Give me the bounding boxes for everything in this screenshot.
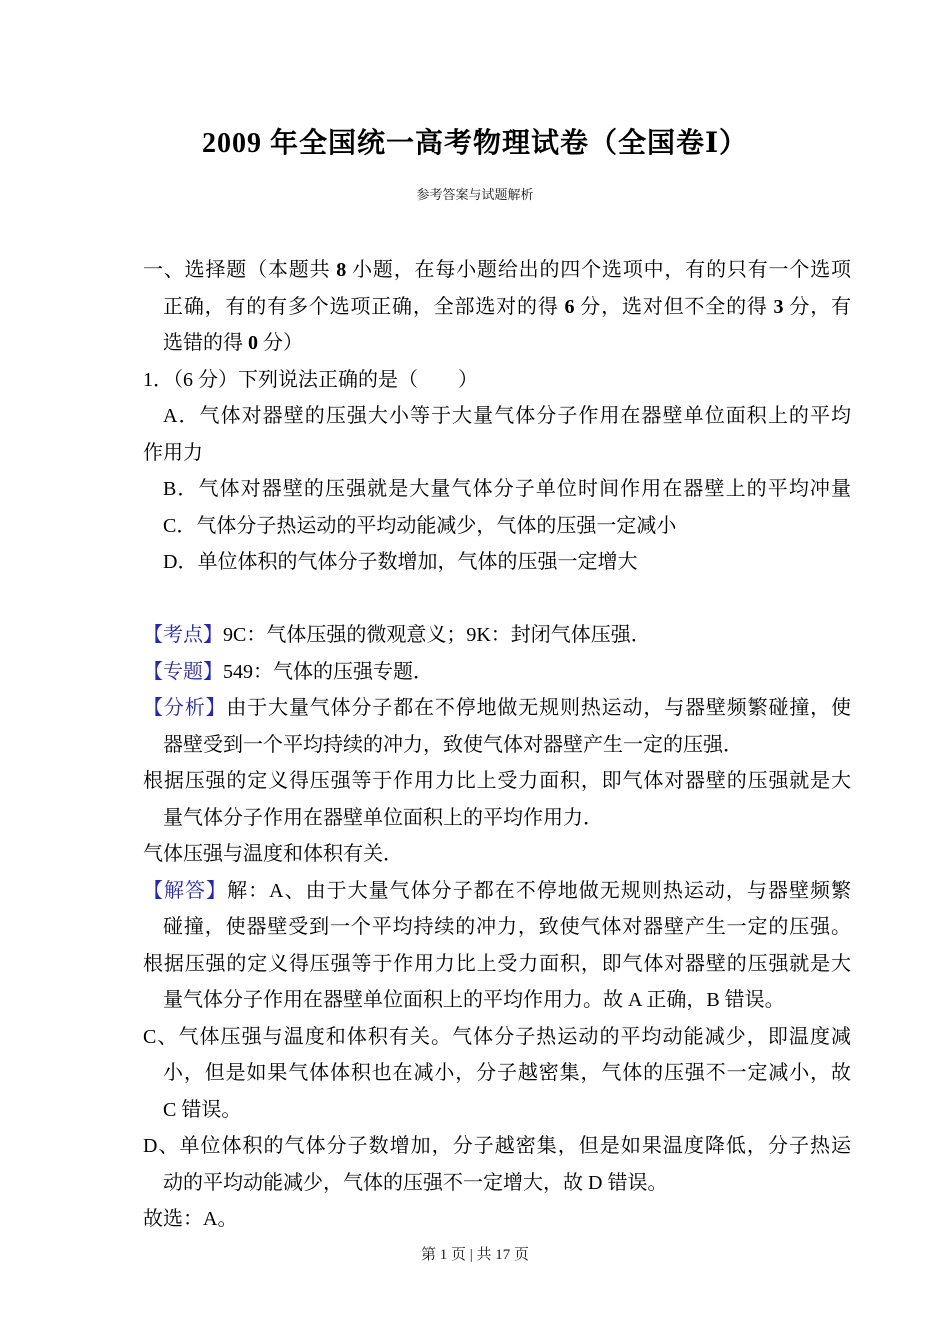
text-line <box>143 1128 851 1165</box>
text-segment: 选错的得 <box>163 332 248 354</box>
text-segment: C、气体压强与温度和体积有关。气体分子热运动的平均动能减少，即温度减 <box>143 1025 851 1048</box>
text-segment: 分，选对但不全的得 <box>574 295 774 318</box>
text-segment: 分，有 <box>783 295 852 318</box>
text-segment: C 错误。 <box>163 1098 242 1121</box>
page-title: 2009 年全国统一高考物理试卷（全国卷Ⅰ） <box>201 128 749 159</box>
text-segment: 故选：A。 <box>143 1208 238 1230</box>
text-segment: 549：气体的压强专题． <box>223 660 433 683</box>
text-line <box>143 1165 851 1202</box>
text-segment: 正确，有的有多个选项正确，全部选对的得 <box>163 295 565 318</box>
text-segment: D．单位体积的气体分子数增加，气体的压强一定增大 <box>163 551 638 573</box>
text-segment: 气体压强与温度和体积有关． <box>143 843 403 865</box>
text-segment: 根据压强的定义得压强等于作用力比上受力面积，即气体对器壁的压强就是大 <box>143 952 851 975</box>
text-line <box>143 800 851 837</box>
text-segment: 小，但是如果气体体积也在减小，分子越密集，气体的压强不一定减小，故 <box>163 1062 851 1084</box>
blank-line <box>143 581 851 618</box>
text-line <box>143 690 851 727</box>
text-segment: 9C：气体压强的微观意义；9K：封闭气体压强． <box>223 624 651 646</box>
text-segment: D、单位体积的气体分子数增加，分子越密集，但是如果温度降低，分子热运 <box>143 1135 851 1157</box>
text-segment: 量气体分子作用在器壁单位面积上的平均作用力． <box>163 806 603 829</box>
text-segment: 根据压强的定义得压强等于作用力比上受力面积，即气体对器壁的压强就是大 <box>143 770 851 792</box>
text-line <box>143 617 851 654</box>
text-segment: 由于大量气体分子都在不停地做无规则热运动，与器壁频繁碰撞，使 <box>226 697 852 719</box>
text-segment: B．气体对器壁的压强就是大量气体分子单位时间作用在器壁上的平均冲量 <box>163 478 851 500</box>
text-line <box>143 398 851 435</box>
page-subtitle: 参考答案与试题解析 <box>416 187 534 202</box>
text-segment: 动的平均动能减少，气体的压强不一定增大，故 D 错误。 <box>163 1171 668 1194</box>
text-line <box>143 982 851 1019</box>
text-segment: 作用力 <box>143 441 203 464</box>
text-line <box>143 1055 851 1092</box>
text-line <box>143 471 851 508</box>
document-body <box>143 252 851 1238</box>
text-segment: A．气体对器壁的压强大小等于大量气体分子作用在器壁单位面积上的平均 <box>163 405 851 427</box>
section-label: 【解答】 <box>143 879 228 902</box>
text-line <box>143 946 851 983</box>
text-segment: 碰撞，使器壁受到一个平均持续的冲力，致使气体对器壁产生一定的压强。 <box>163 916 851 938</box>
text-segment: C．气体分子热运动的平均动能减少，气体的压强一定减小 <box>163 514 677 537</box>
text-segment: 解：A、由于大量气体分子都在不停地做无规则热运动，与器壁频繁 <box>227 879 852 902</box>
text-line <box>143 544 851 581</box>
text-line <box>143 763 851 800</box>
text-line <box>143 1201 851 1238</box>
bold-number: 8 <box>336 259 347 281</box>
text-line <box>143 325 851 362</box>
text-segment: 小题，在每小题给出的四个选项中，有的只有一个选项 <box>346 259 852 281</box>
text-line <box>143 1019 851 1056</box>
section-label: 【分析】 <box>143 697 227 719</box>
text-line <box>143 289 851 326</box>
section-label: 【专题】 <box>143 660 223 683</box>
text-line <box>143 873 851 910</box>
text-segment: 分） <box>258 332 303 354</box>
text-line <box>143 654 851 691</box>
text-line <box>143 1092 851 1129</box>
bold-number: 3 <box>773 295 784 318</box>
text-line <box>143 508 851 545</box>
text-line <box>143 435 851 472</box>
page-footer: 第 1 页 | 共 17 页 <box>420 1247 529 1263</box>
section-label: 【考点】 <box>143 624 223 646</box>
text-line <box>143 909 851 946</box>
text-line <box>143 362 851 399</box>
text-segment: 量气体分子作用在器壁单位面积上的平均作用力。故 A 正确，B 错误。 <box>163 989 785 1011</box>
text-segment: 器壁受到一个平均持续的冲力，致使气体对器壁产生一定的压强． <box>163 733 743 756</box>
text-line <box>143 252 851 289</box>
text-line <box>143 727 851 764</box>
bold-number: 0 <box>248 332 258 354</box>
text-segment: 1．（6 分）下列说法正确的是（ ） <box>143 368 478 391</box>
text-segment: 一、选择题（本题共 <box>143 259 337 281</box>
text-line <box>143 836 851 873</box>
bold-number: 6 <box>564 295 575 318</box>
